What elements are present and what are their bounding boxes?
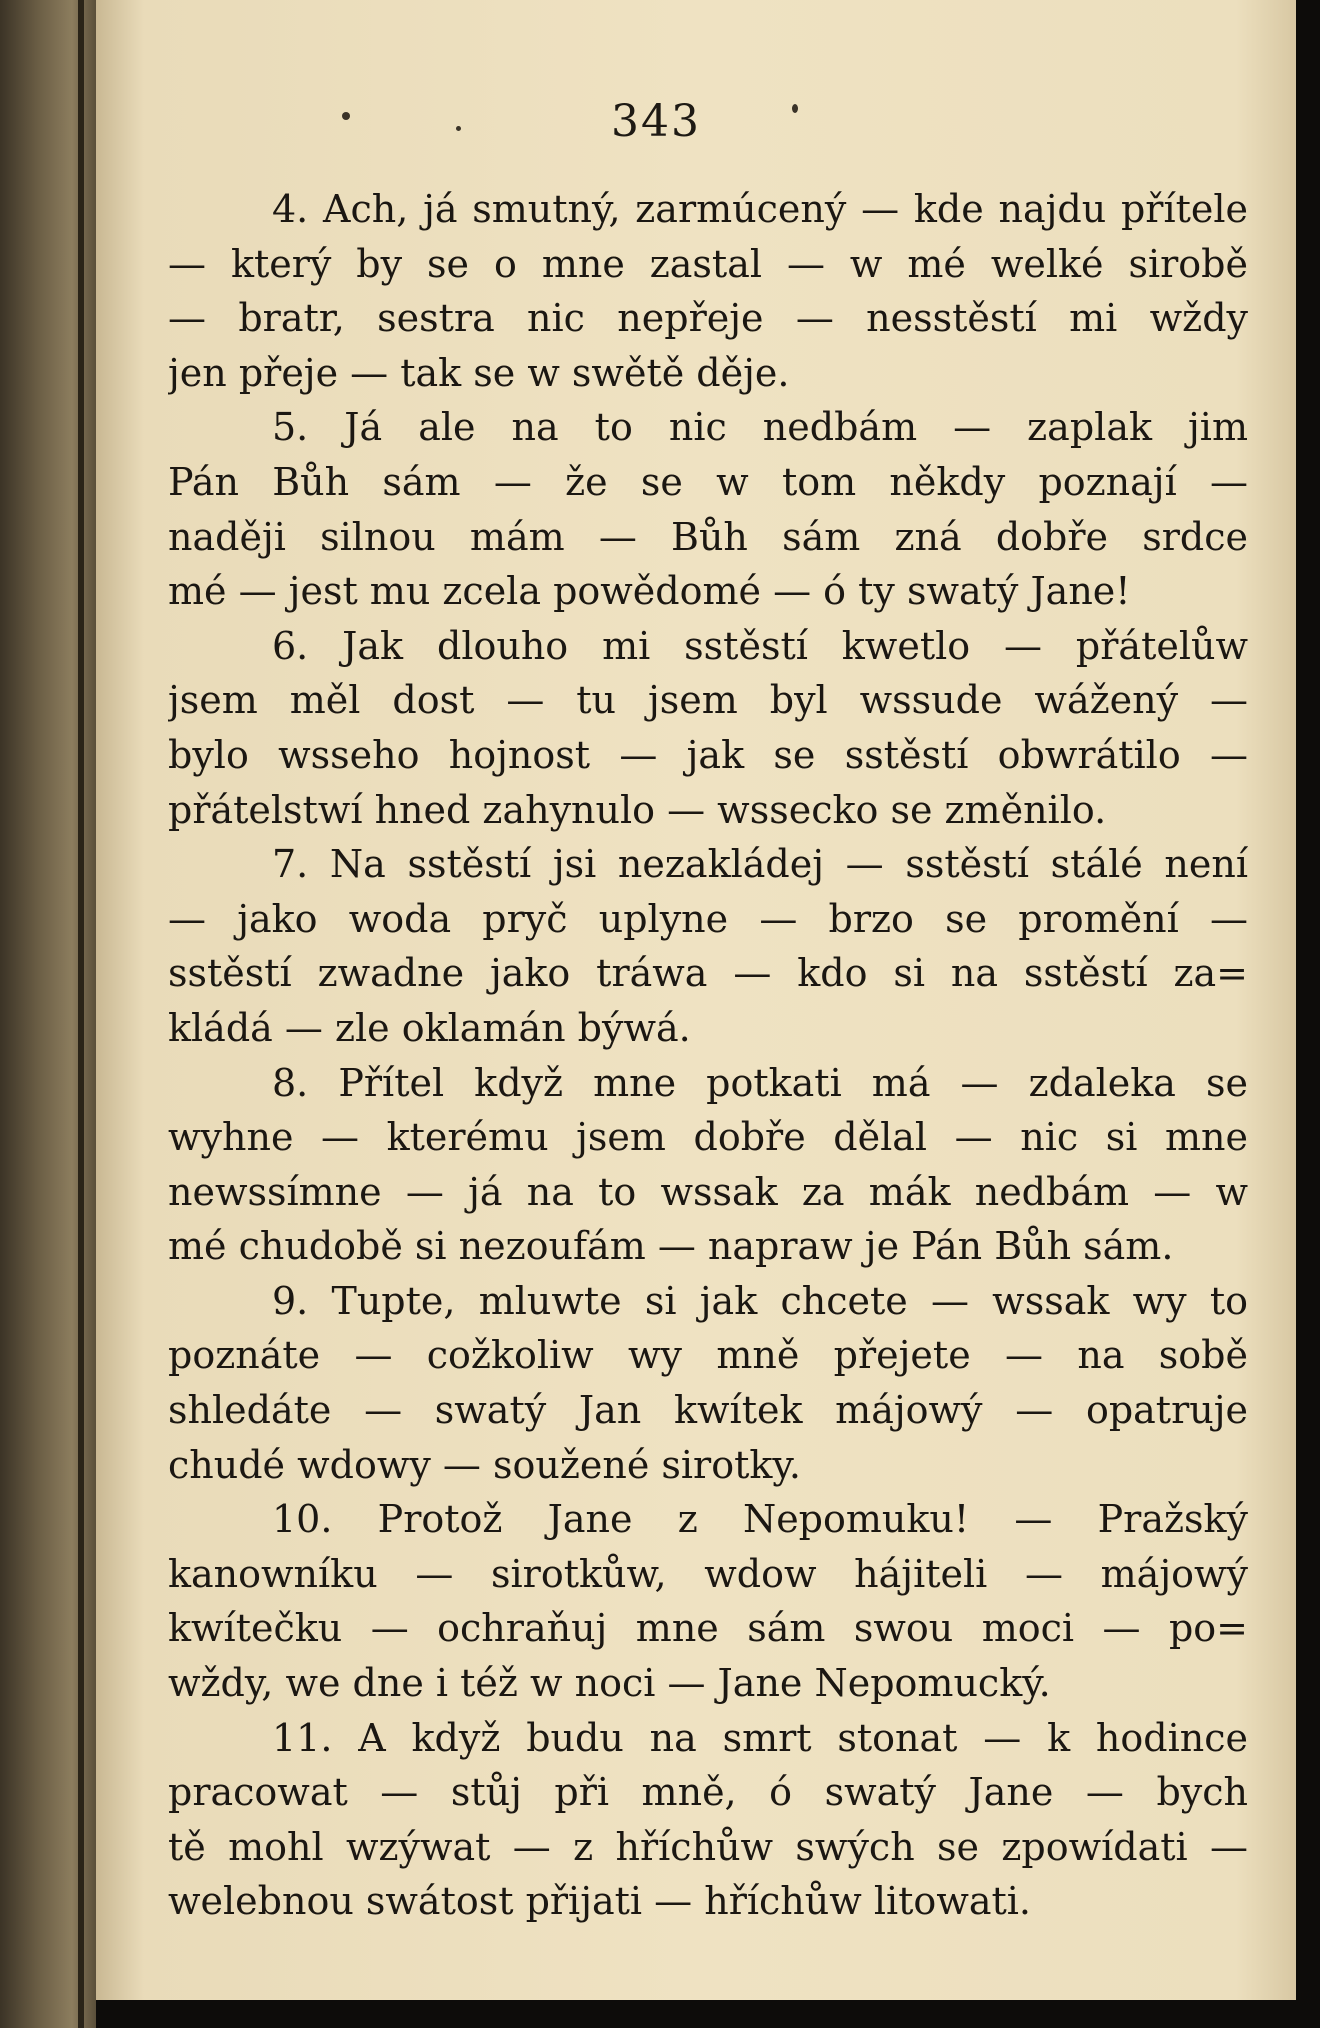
text-line: 9. Tupte, mluwte si jak chcete — wssak wy to (272, 1278, 1248, 1323)
text-line: sstěstí zwadne jako tráwa — kdo si na sstěstí za= (168, 951, 1248, 996)
gutter-shadow (78, 0, 84, 2028)
text-line: 5. Já ale na to nic nedbám — zaplak jim (272, 405, 1248, 450)
text-line: mé — jest mu zcela powědomé — ó ty swatý Jane! (168, 569, 1131, 614)
text-line: shledáte — swatý Jan kwítek májowý — opatruje (168, 1388, 1248, 1433)
text-line: wyhne — kterému jsem dobře dělal — nic si mne (168, 1115, 1248, 1160)
text-line: kládá — zle oklamán býwá. (168, 1005, 691, 1050)
text-line: jen přeje — tak se w swětě děje. (168, 350, 790, 395)
text-line: bylo wsseho hojnost — jak se sstěstí obwrátilo — (168, 732, 1248, 777)
text-line: Pán Bůh sám — že se w tom někdy poznají — (168, 459, 1248, 504)
text-line: poznáte — cožkoliw wy mně přejete — na sobě (168, 1333, 1248, 1378)
text-line: 6. Jak dlouho mi sstěstí kwetlo — přátelůw (272, 623, 1248, 668)
text-line: kanowníku — sirotkůw, wdow hájiteli — májowý (168, 1551, 1248, 1596)
ink-speck (792, 104, 798, 113)
text-line: mé chudobě si nezoufám — napraw je Pán Bůh sám. (168, 1224, 1174, 1269)
text-line: wždy, we dne i též w noci — Jane Nepomucký. (168, 1661, 1051, 1706)
text-line: 8. Přítel když mne potkati má — zdaleka se (272, 1060, 1248, 1105)
ink-speck (342, 112, 350, 120)
text-line: chudé wdowy — soužené sirotky. (168, 1442, 801, 1487)
ink-speck (456, 126, 461, 131)
text-line: kwítečku — ochraňuj mne sám swou moci — po= (168, 1606, 1248, 1651)
page-sheet (96, 0, 1296, 2000)
text-line: welebnou swátost přijati — hříchůw litowati. (168, 1879, 1031, 1924)
text-line: jsem měl dost — tu jsem byl wssude wážený — (168, 678, 1248, 723)
text-line: 7. Na sstěstí jsi nezakládej — sstěstí stálé není (272, 842, 1248, 887)
text-line: newssímne — já na to wssak za mák nedbám — w (168, 1169, 1248, 1214)
text-line: 4. Ach, já smutný, zarmúcený — kde najdu přítele (272, 187, 1248, 231)
text-line: naději silnou mám — Bůh sám zná dobře srdce (168, 514, 1248, 559)
text-line: — jako woda pryč uplyne — brzo se promění — (168, 896, 1248, 941)
page-number: 343 (611, 96, 701, 147)
body-text (168, 182, 1248, 1929)
text-line: 10. Protož Jane z Nepomuku! — Pražský (272, 1497, 1248, 1542)
text-line: — který by se o mne zastal — w mé welké sirobě (168, 241, 1248, 286)
text-line: pracowat — stůj při mně, ó swatý Jane — bych (168, 1770, 1248, 1815)
text-line: přátelstwí hned zahynulo — wssecko se změnilo. (168, 787, 1107, 832)
text-line: tě mohl wzýwat — z hříchůw swých se zpowídati — (168, 1824, 1248, 1869)
text-line: 11. A když budu na smrt stonat — k hodince (272, 1715, 1248, 1760)
text-line: — bratr, sestra nic nepřeje — nesstěstí mi wždy (168, 296, 1248, 341)
